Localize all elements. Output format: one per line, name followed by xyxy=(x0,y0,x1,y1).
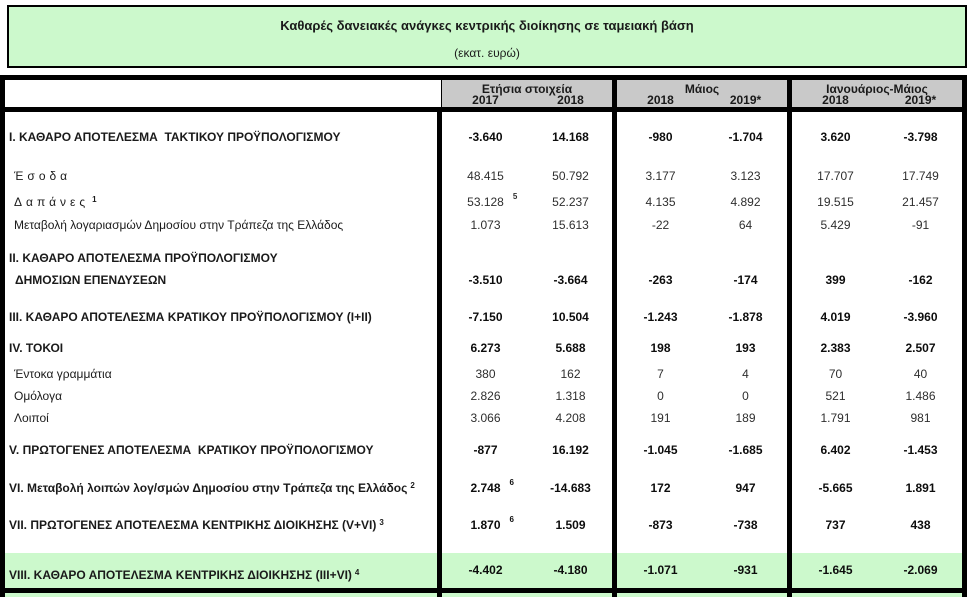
value: 4.208 xyxy=(555,411,586,425)
value-cell xyxy=(529,385,612,407)
value: -1.645 xyxy=(818,563,853,577)
value-cell xyxy=(704,301,787,333)
value-cell xyxy=(617,112,704,162)
value: -4.180 xyxy=(553,563,588,577)
table-row xyxy=(5,430,962,470)
footnote-marker: 5 xyxy=(512,192,518,201)
table-row xyxy=(5,214,962,237)
column-group-label: Ετήσια στοιχεία xyxy=(481,81,573,96)
value-cell xyxy=(617,237,704,301)
year-header: 2017 xyxy=(472,93,499,107)
value: 1.073 xyxy=(470,218,501,232)
table-title: Καθαρές δανειακές ανάγκες κεντρικής διοίκησης σε ταμειακή βάση xyxy=(280,18,694,33)
column-group xyxy=(442,80,612,107)
value: -263 xyxy=(648,273,673,287)
row-label xyxy=(5,430,437,470)
row-label xyxy=(5,191,437,214)
footnote-marker: 4 xyxy=(354,567,360,577)
value-cell xyxy=(792,237,879,301)
value: 189 xyxy=(735,411,756,425)
value: 2.826 xyxy=(470,388,501,403)
value: 0 xyxy=(657,388,664,403)
value: -22 xyxy=(651,218,670,232)
column-group-label: Ιανουάριος-Μάιος xyxy=(826,81,928,96)
value-cell xyxy=(617,385,704,407)
value-cell xyxy=(704,385,787,407)
table-row xyxy=(5,191,962,214)
year-row xyxy=(617,94,787,107)
value: 1.791 xyxy=(820,411,851,425)
value: 7 xyxy=(657,366,664,381)
row-label-line: I. ΚΑΘΑΡΟ ΑΠΟΤΕΛΕΣΜΑ ΤΑΚΤΙΚΟΥ ΠΡΟΫΠΟΛΟΓΙΣΜΟΥ xyxy=(9,129,341,144)
value: 3.123 xyxy=(730,169,761,183)
value-cell xyxy=(617,191,704,214)
row-label xyxy=(5,112,437,162)
table-header-row xyxy=(5,80,962,107)
value: -3.798 xyxy=(903,129,938,144)
value: -1.685 xyxy=(728,442,763,457)
value-cell xyxy=(792,507,879,543)
value: 3.066 xyxy=(470,411,501,425)
value: -3.664 xyxy=(553,273,588,287)
value-cell xyxy=(879,162,962,191)
value-cell xyxy=(529,430,612,470)
value-cell xyxy=(704,333,787,363)
value-cell xyxy=(617,543,704,553)
value: -1.704 xyxy=(728,129,763,144)
value: 70 xyxy=(828,366,843,381)
row-label xyxy=(5,363,437,385)
value-cell xyxy=(704,543,787,553)
table-row xyxy=(5,162,962,191)
value: 17.707 xyxy=(817,169,854,183)
footnote-marker: 2 xyxy=(410,481,415,490)
column-group xyxy=(617,80,787,107)
value-cell xyxy=(704,430,787,470)
value-cell xyxy=(879,507,962,543)
value: 6.402 xyxy=(820,442,851,457)
value: 6.273 xyxy=(470,340,501,355)
value-cell xyxy=(442,385,529,407)
row-label-line: Δαπάνες $^1$ xyxy=(14,195,101,209)
value-cell xyxy=(442,407,529,430)
row-label xyxy=(5,543,437,553)
year-header: 2019* xyxy=(904,93,937,107)
value-cell xyxy=(617,507,704,543)
value: 3.620 xyxy=(820,129,851,144)
value-cell xyxy=(442,112,529,162)
value: 2.748 6 xyxy=(470,478,514,495)
footnote-marker: 1 xyxy=(92,195,101,204)
row-label-line: III. ΚΑΘΑΡΟ ΑΠΟΤΕΛΕΣΜΑ ΚΡΑΤΙΚΟΥ ΠΡΟΫΠΟΛΟΓΙΣΜΟΥ (I+II) xyxy=(9,309,372,324)
value: 2.507 xyxy=(905,340,936,355)
value: 1.318 xyxy=(555,388,586,403)
value-cell xyxy=(442,301,529,333)
value: -14.683 xyxy=(550,481,591,495)
value: -5.665 xyxy=(818,481,853,495)
value-cell xyxy=(617,430,704,470)
value: 4.135 xyxy=(645,195,676,209)
value-cell xyxy=(442,543,529,553)
value: 172 xyxy=(650,481,671,495)
value-cell xyxy=(617,214,704,237)
value-cell xyxy=(704,407,787,430)
value: 10.504 xyxy=(552,309,589,324)
row-label xyxy=(5,237,437,301)
value: -3.960 xyxy=(903,309,938,324)
value-cell xyxy=(704,162,787,191)
value-cell xyxy=(442,162,529,191)
value-cell xyxy=(792,470,879,507)
value-cell xyxy=(529,301,612,333)
row-label-line: VIII. ΚΑΘΑΡΟ ΑΠΟΤΕΛΕΣΜΑ ΚΕΝΤΡΙΚΗΣ ΔΙΟΙΚΗΣΗΣ (III+VI) $^4$ xyxy=(9,567,360,582)
value-cell xyxy=(442,333,529,363)
value-cell xyxy=(879,237,962,301)
value-cell xyxy=(792,214,879,237)
value: -738 xyxy=(733,517,758,532)
table-row xyxy=(5,507,962,543)
value-cell xyxy=(529,162,612,191)
value: 4.019 xyxy=(820,309,851,324)
value: 981 xyxy=(910,411,931,425)
row-label-line: ΔΗΜΟΣΙΩΝ ΕΠΕΝΔΥΣΕΩΝ xyxy=(15,272,167,287)
row-label-line: II. ΚΑΘΑΡΟ ΑΠΟΤΕΛΕΣΜΑ ΠΡΟΫΠΟΛΟΓΙΣΜΟΥ xyxy=(9,250,278,265)
value: 52.237 xyxy=(552,195,589,209)
value-cell xyxy=(529,333,612,363)
value-cell xyxy=(879,385,962,407)
value: 14.168 xyxy=(552,129,589,144)
value-cell xyxy=(792,407,879,430)
row-label xyxy=(5,301,437,333)
table-subtitle: (εκατ. ευρώ) xyxy=(454,46,520,60)
value: 737 xyxy=(825,517,846,532)
value-cell xyxy=(792,430,879,470)
value-cell xyxy=(879,333,962,363)
value-cell xyxy=(617,333,704,363)
value-cell xyxy=(529,543,612,553)
value-cell xyxy=(617,301,704,333)
value: -1.453 xyxy=(903,442,938,457)
value-cell xyxy=(529,407,612,430)
value-cell xyxy=(704,470,787,507)
year-header: 2019* xyxy=(729,93,762,107)
table-row xyxy=(5,470,962,507)
row-label xyxy=(5,507,437,543)
row-label-line: Λοιποί xyxy=(14,411,49,425)
value: 1.486 xyxy=(905,388,936,403)
value-cell xyxy=(442,507,529,543)
table-row xyxy=(5,237,962,301)
table-row xyxy=(5,112,962,162)
value: 947 xyxy=(735,481,756,495)
value-cell xyxy=(792,543,879,553)
value: 438 xyxy=(910,517,931,532)
value: 5.429 xyxy=(820,218,851,232)
value: 1.509 xyxy=(555,517,586,532)
value-cell xyxy=(792,385,879,407)
main-table xyxy=(0,75,967,597)
value-cell xyxy=(792,363,879,385)
value-cell xyxy=(704,507,787,543)
value-cell xyxy=(879,214,962,237)
value: 16.192 xyxy=(552,442,589,457)
value: 1.891 xyxy=(905,481,936,495)
value: 4 xyxy=(742,366,749,381)
value-cell xyxy=(704,191,787,214)
value: -877 xyxy=(473,442,498,457)
row-label xyxy=(5,470,437,507)
table-body xyxy=(5,112,962,597)
table-row xyxy=(5,407,962,430)
row-label-line: Μεταβολή λογαριασμών Δημοσίου στην Τράπεζα της Ελλάδος xyxy=(14,218,344,232)
value-cell xyxy=(879,301,962,333)
footnote-marker: 6 xyxy=(509,478,514,487)
value-cell xyxy=(879,112,962,162)
value: 21.457 xyxy=(902,195,939,209)
value-cell xyxy=(792,301,879,333)
value-cell xyxy=(792,333,879,363)
value: 17.749 xyxy=(902,169,939,183)
value-cell xyxy=(442,237,529,301)
value: 399 xyxy=(825,273,846,287)
row-label-line: VI. Μεταβολή λοιπών λογ/σμών Δημοσίου στην Τράπεζα της Ελλάδος $^2$ xyxy=(9,481,415,495)
value-cell xyxy=(617,470,704,507)
value-cell xyxy=(442,470,529,507)
value: -3.510 xyxy=(468,273,503,287)
row-label-line: Ομόλογα xyxy=(14,388,63,403)
value: -162 xyxy=(908,273,933,287)
value: 191 xyxy=(650,411,671,425)
value: 53.128 5 xyxy=(467,192,518,209)
row-label-line: V. ΠΡΩΤΟΓΕΝΕΣ ΑΠΟΤΕΛΕΣΜΑ ΚΡΑΤΙΚΟΥ ΠΡΟΫΠΟΛΟΓΙΣΜΟΥ xyxy=(9,442,374,457)
value-cell xyxy=(529,237,612,301)
value: -1.045 xyxy=(643,442,678,457)
value-cell xyxy=(879,430,962,470)
year-header: 2018 xyxy=(647,93,674,107)
value-cell xyxy=(879,543,962,553)
value: 3.177 xyxy=(645,169,676,183)
value: -91 xyxy=(911,218,930,232)
table-row xyxy=(5,333,962,363)
value-cell xyxy=(879,191,962,214)
value-cell xyxy=(704,363,787,385)
row-label xyxy=(5,214,437,237)
row-label-line: VII. ΠΡΩΤΟΓΕΝΕΣ ΑΠΟΤΕΛΕΣΜΑ ΚΕΝΤΡΙΚΗΣ ΔΙΟΙΚΗΣΗΣ (V+VI) $^3$ xyxy=(9,517,384,532)
row-label-line: Έσοδα xyxy=(14,169,72,183)
value: -1.243 xyxy=(643,309,678,324)
value: -931 xyxy=(733,563,758,577)
value-cell xyxy=(529,507,612,543)
column-groups xyxy=(442,80,962,107)
value: 40 xyxy=(913,366,928,381)
value: -4.402 xyxy=(468,563,503,577)
value: -174 xyxy=(733,273,758,287)
table-bottom-border xyxy=(0,588,967,593)
footnote-marker: 3 xyxy=(379,517,384,527)
value-cell xyxy=(442,214,529,237)
value: 4.892 xyxy=(730,195,761,209)
table-row xyxy=(5,363,962,385)
value-cell xyxy=(704,112,787,162)
value-cell xyxy=(879,363,962,385)
spacer-row xyxy=(5,543,962,553)
footnote-marker: 6 xyxy=(509,514,514,524)
year-row xyxy=(792,94,962,107)
value: 0 xyxy=(742,388,749,403)
value-cell xyxy=(617,407,704,430)
row-label-line: IV. ΤΟΚΟΙ xyxy=(9,340,64,355)
value: -980 xyxy=(648,129,673,144)
value-cell xyxy=(529,470,612,507)
value: 5.688 xyxy=(555,340,586,355)
column-group-label: Μάιος xyxy=(684,81,720,96)
row-label xyxy=(5,162,437,191)
row-label xyxy=(5,385,437,407)
value: -3.640 xyxy=(468,129,503,144)
header-label-spacer xyxy=(5,80,437,107)
value-cell xyxy=(529,363,612,385)
value: 198 xyxy=(650,340,671,355)
value-cell xyxy=(442,430,529,470)
row-label-line: Έντοκα γραμμάτια xyxy=(14,366,112,381)
value: 15.613 xyxy=(552,218,589,232)
value-cell xyxy=(792,162,879,191)
value-cell xyxy=(529,191,612,214)
year-header: 2018 xyxy=(822,93,849,107)
year-row xyxy=(442,94,612,107)
value: -873 xyxy=(648,517,673,532)
value: 193 xyxy=(735,340,756,355)
value: 19.515 xyxy=(817,195,854,209)
table-title-box xyxy=(7,5,967,68)
value-cell xyxy=(704,214,787,237)
value-cell xyxy=(704,237,787,301)
value: 1.870 6 xyxy=(470,514,514,532)
table-row xyxy=(5,385,962,407)
value-cell xyxy=(442,363,529,385)
column-group xyxy=(792,80,962,107)
value-cell xyxy=(879,407,962,430)
value-cell xyxy=(442,191,529,214)
value: 50.792 xyxy=(552,169,589,183)
table-row xyxy=(5,301,962,333)
row-label xyxy=(5,333,437,363)
value: 2.383 xyxy=(820,340,851,355)
value: 48.415 xyxy=(467,169,504,183)
value-cell xyxy=(792,112,879,162)
value: 64 xyxy=(738,218,753,232)
value-cell xyxy=(792,191,879,214)
value: -1.878 xyxy=(728,309,763,324)
value-cell xyxy=(879,470,962,507)
value: -2.069 xyxy=(903,563,938,577)
value: -7.150 xyxy=(468,309,503,324)
value: -1.071 xyxy=(643,563,678,577)
value-cell xyxy=(617,162,704,191)
value-cell xyxy=(529,214,612,237)
value: 162 xyxy=(560,366,581,381)
value-cell xyxy=(529,112,612,162)
value-cell xyxy=(617,363,704,385)
year-header: 2018 xyxy=(557,93,584,107)
value: 380 xyxy=(475,366,496,381)
row-label xyxy=(5,407,437,430)
value: 521 xyxy=(825,388,846,403)
